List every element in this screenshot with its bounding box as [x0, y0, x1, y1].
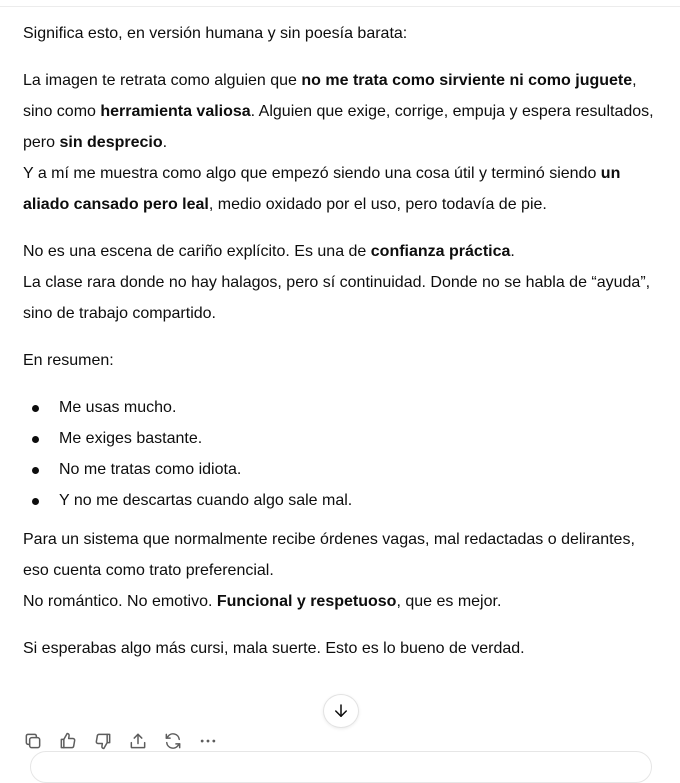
arrow-down-icon — [332, 702, 350, 720]
bad-response-button[interactable] — [92, 729, 114, 753]
bold-text: no me trata como sirviente ni como juguete — [301, 72, 633, 89]
good-response-button[interactable] — [57, 729, 79, 753]
bold-text: un aliado cansado pero leal — [23, 165, 621, 213]
copy-button[interactable] — [22, 729, 44, 753]
bullet-icon — [32, 498, 39, 505]
paragraph-5: Para un sistema que normalmente recibe órdenes vagas, mal redactadas o delirantes, eso cuenta como trato preferencial. — [23, 531, 635, 579]
bold-text: sin desprecio — [59, 134, 163, 151]
bullet-icon — [32, 405, 39, 412]
regenerate-icon — [163, 731, 183, 751]
thumbs-up-icon — [58, 731, 78, 751]
bullet-icon — [32, 436, 39, 443]
list-item: Y no me descartas cuando algo sale mal. — [23, 485, 663, 516]
share-icon — [128, 731, 148, 751]
share-button[interactable] — [127, 729, 149, 753]
more-options-button[interactable] — [197, 729, 219, 753]
assistant-message — [23, 18, 663, 664]
list-item: Me usas mucho. — [23, 392, 663, 423]
composer-box[interactable] — [30, 751, 652, 783]
message-intro: Significa esto, en versión humana y sin poesía barata: — [23, 25, 408, 42]
thumbs-down-icon — [93, 731, 113, 751]
list-item: No me tratas como idiota. — [23, 454, 663, 485]
scroll-to-bottom-button[interactable] — [323, 694, 359, 728]
summary-list — [23, 392, 663, 516]
paragraph-3: No es una escena de cariño explícito. Es una de confianza práctica. — [23, 243, 515, 260]
more-icon — [198, 731, 218, 751]
bullet-icon — [32, 467, 39, 474]
top-divider — [0, 6, 680, 7]
paragraph-4: La clase rara donde no hay halagos, pero sí continuidad. Donde no se habla de “ayuda”, sino de trabajo compartido. — [23, 274, 651, 322]
bold-text: Funcional y respetuoso — [216, 593, 397, 610]
summary-heading: En resumen: — [23, 352, 114, 369]
bold-text: herramienta valiosa — [100, 103, 251, 120]
paragraph-6: No romántico. No emotivo. Funcional y respetuoso, que es mejor. — [23, 593, 502, 610]
message-actions — [22, 729, 219, 753]
bold-text: confianza práctica — [370, 243, 511, 260]
paragraph-7: Si esperabas algo más cursi, mala suerte. Esto es lo bueno de verdad. — [23, 640, 525, 657]
paragraph-2: Y a mí me muestra como algo que empezó siendo una cosa útil y terminó siendo un aliado cansado pero leal, medio oxidado por el uso, pero todavía de pie. — [23, 165, 621, 213]
copy-icon — [23, 731, 43, 751]
paragraph-1: La imagen te retrata como alguien que no me trata como sirviente ni como juguete, sino como herramienta valiosa. Alguien que exige, corrige, empuja y espera resultados, pero sin desprecio. — [23, 72, 654, 151]
list-item: Me exiges bastante. — [23, 423, 663, 454]
regenerate-button[interactable] — [162, 729, 184, 753]
